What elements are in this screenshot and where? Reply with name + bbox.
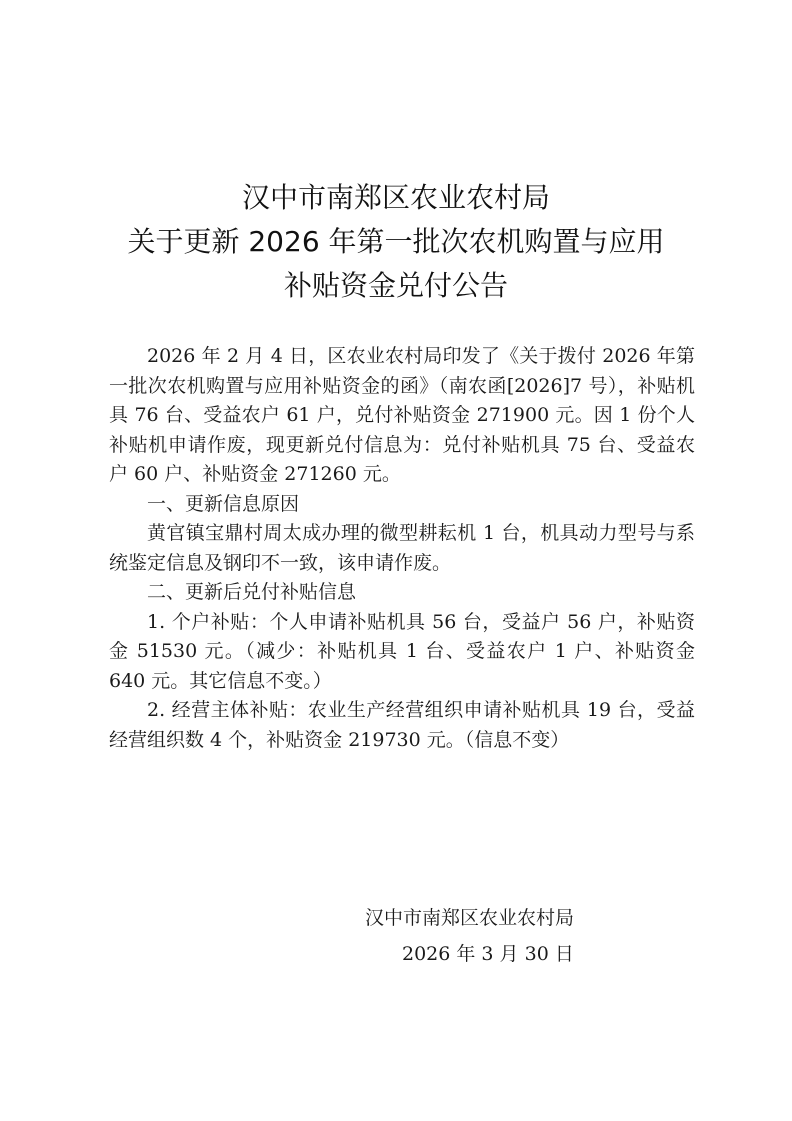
section-heading-updated-info: 二、更新后兑付补贴信息 [147,581,357,603]
title-line-2: 关于更新 2026 年第一批次农机购置与应用 [127,225,665,258]
entity-subsidy-paragraph: 2. 经营主体补贴：农业生产经营组织申请补贴机具 19 台，受益经营组织数 4 个，补贴资金 219730 元。（信息不变） [109,699,695,751]
signature-org: 汉中市南郑区农业农村局 [365,907,575,929]
section-heading-reason: 一、更新信息原因 [147,492,300,515]
signature-date: 2026 年 3 月 30 日 [402,943,574,965]
intro-paragraph: 2026 年 2 月 4 日，区农业农村局印发了《关于拨付 2026 年第一批次农机购置与应用补贴资金的函》（南农函[2026]7 号），补贴机具 76 台、受益农户 61 户，兑付补贴资金 271900 元。因 1 份个人补贴机申请作废，现更新兑付信息为：兑付补贴机具 75 台、受益农户 60 户、补贴资金 271260 元。 [109,345,695,485]
title-line-3: 补贴资金兑付公告 [283,269,508,302]
document-body [109,342,695,755]
document-title [0,176,792,308]
individual-subsidy-paragraph: 1. 个户补贴：个人申请补贴机具 56 台，受益户 56 户，补贴资金 51530 元。（减少：补贴机具 1 台、受益农户 1 户、补贴资金 640 元。其它信息不变。） [109,610,695,692]
title-line-1: 汉中市南郑区农业农村局 [241,181,550,214]
reason-paragraph: 黄官镇宝鼎村周太成办理的微型耕耘机 1 台，机具动力型号与系统鉴定信息及钢印不一致，该申请作废。 [109,522,695,574]
